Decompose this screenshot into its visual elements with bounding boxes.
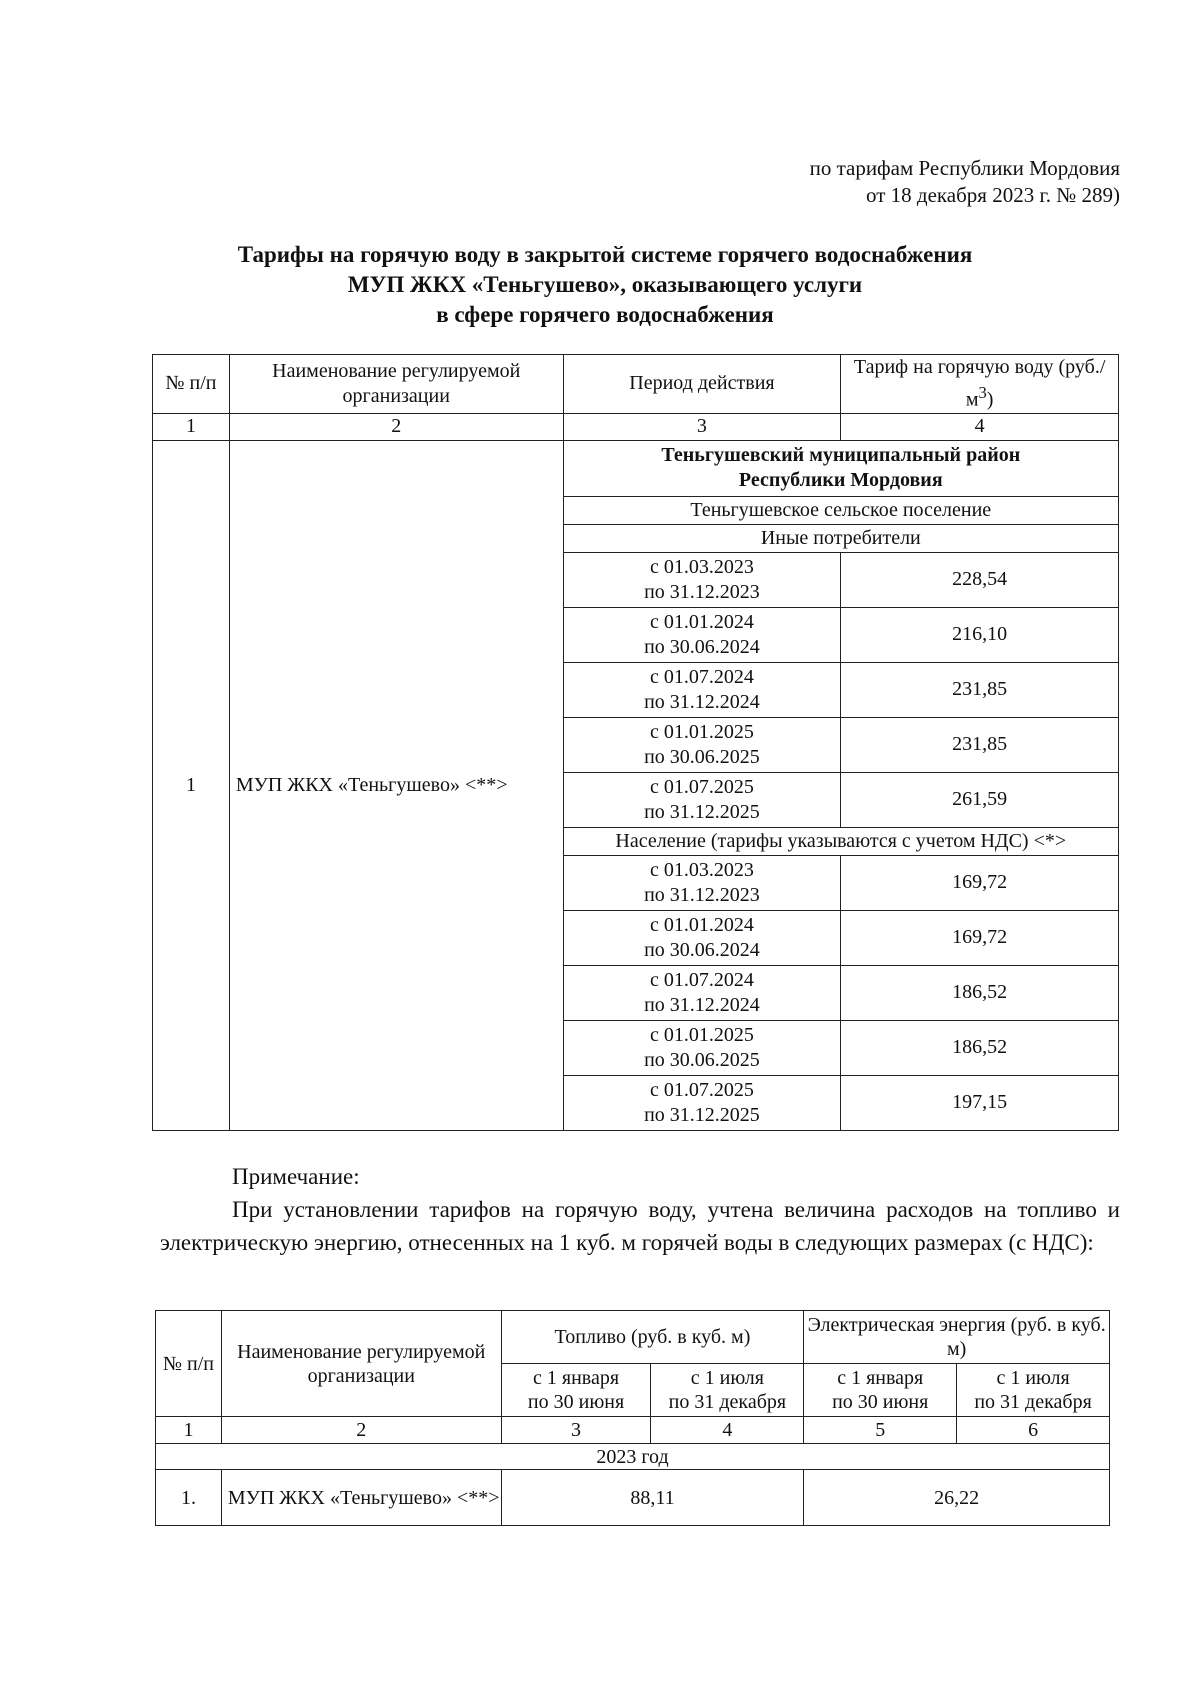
period-cell xyxy=(563,552,841,607)
header-tariff-close: ) xyxy=(986,388,994,411)
document-title xyxy=(150,240,1060,330)
col-number: 2 xyxy=(221,1417,501,1444)
tariff-value: 216,10 xyxy=(841,607,1119,662)
header-num: № п/п xyxy=(153,355,230,414)
tariff-value: 186,52 xyxy=(841,965,1119,1020)
subheader-line: по 31 декабря xyxy=(668,1391,787,1413)
period-to: по 30.06.2025 xyxy=(644,745,760,768)
period-from: с 01.03.2023 xyxy=(649,858,754,881)
note-title: Примечание: xyxy=(232,1164,360,1189)
subheader-line: по 31 декабря xyxy=(974,1391,1092,1413)
period-to: по 31.12.2023 xyxy=(644,580,760,603)
period-to: по 31.12.2023 xyxy=(644,883,760,906)
period-to: по 31.12.2024 xyxy=(644,993,760,1016)
header-org: Наименование регулируемой организации xyxy=(229,355,563,414)
row-number: 1. xyxy=(156,1470,222,1526)
period-cell xyxy=(563,855,841,910)
org-name: МУП ЖКХ «Теньгушево» <**> xyxy=(221,1470,501,1526)
district-row xyxy=(153,440,1119,496)
subheader-first-half xyxy=(804,1364,957,1417)
group-label-population: Население (тарифы указываются с учетом НДС) <*> xyxy=(563,827,1118,855)
tariff-value: 169,72 xyxy=(841,855,1119,910)
header-note-line1: по тарифам Республики Мордовия xyxy=(809,156,1120,180)
header-energy: Электрическая энергия (руб. в куб. м) xyxy=(804,1311,1110,1364)
period-cell xyxy=(563,607,841,662)
header-num: № п/п xyxy=(156,1311,222,1417)
period-from: с 01.01.2024 xyxy=(649,913,754,936)
subheader-line: с 1 июля xyxy=(690,1367,764,1389)
subheader-line: с 1 июля xyxy=(996,1367,1070,1389)
header-note xyxy=(520,155,1120,209)
tariff-value: 231,85 xyxy=(841,662,1119,717)
district-name xyxy=(563,440,1118,496)
period-cell xyxy=(563,717,841,772)
period-cell xyxy=(563,772,841,827)
row-number: 1 xyxy=(153,440,230,1130)
period-from: с 01.07.2024 xyxy=(649,665,754,688)
subheader-line: по 30 июня xyxy=(832,1391,929,1413)
period-to: по 31.12.2025 xyxy=(644,1103,760,1126)
period-from: с 01.01.2025 xyxy=(649,1023,754,1046)
column-number-row xyxy=(156,1417,1110,1444)
title-line3: в сфере горячего водоснабжения xyxy=(436,302,774,327)
title-line1: Тарифы на горячую воду в закрытой системе горячего водоснабжения xyxy=(237,242,973,267)
header-period: Период действия xyxy=(563,355,841,414)
col-number: 1 xyxy=(156,1417,222,1444)
district-line2: Республики Мордовия xyxy=(738,469,943,492)
year-row xyxy=(156,1444,1110,1470)
period-cell xyxy=(563,965,841,1020)
header-org: Наименование регулируемой организации xyxy=(221,1311,501,1417)
header-fuel: Топливо (руб. в куб. м) xyxy=(501,1311,804,1364)
header-tariff-sup: 3 xyxy=(978,383,987,402)
period-from: с 01.03.2023 xyxy=(649,555,754,578)
period-to: по 30.06.2024 xyxy=(644,635,760,658)
period-from: с 01.01.2025 xyxy=(649,720,754,743)
header-note-line2: от 18 декабря 2023 г. № 289) xyxy=(866,183,1120,207)
period-to: по 31.12.2024 xyxy=(644,690,760,713)
table-header-row xyxy=(153,355,1119,414)
note-text: При установлении тарифов на горячую воду, учтена величина расходов на топливо и электрическую энергию, отнесенных на 1 куб. м горячей воды в следующих размерах (с НДС): xyxy=(160,1197,1120,1255)
col-number: 1 xyxy=(153,413,230,440)
period-cell xyxy=(563,1075,841,1130)
table-row xyxy=(156,1470,1110,1526)
period-from: с 01.07.2025 xyxy=(649,1078,754,1101)
group-label-other: Иные потребители xyxy=(563,524,1118,552)
subheader-second-half xyxy=(651,1364,804,1417)
col-number: 5 xyxy=(804,1417,957,1444)
period-from: с 01.07.2025 xyxy=(649,775,754,798)
col-number: 3 xyxy=(501,1417,651,1444)
title-line2: МУП ЖКХ «Теньгушево», оказывающего услуги xyxy=(347,272,863,297)
period-to: по 30.06.2025 xyxy=(644,1048,760,1071)
period-cell xyxy=(563,910,841,965)
tariff-value: 186,52 xyxy=(841,1020,1119,1075)
col-number: 6 xyxy=(957,1417,1110,1444)
table-header-row xyxy=(156,1311,1110,1364)
col-number: 2 xyxy=(229,413,563,440)
tariff-value: 231,85 xyxy=(841,717,1119,772)
period-cell xyxy=(563,662,841,717)
settlement-name: Теньгушевское сельское поселение xyxy=(563,496,1118,524)
period-to: по 31.12.2025 xyxy=(644,800,760,823)
header-tariff-text: Тариф на горячую воду (руб./м xyxy=(853,356,1106,411)
period-from: с 01.01.2024 xyxy=(649,610,754,633)
energy-value: 26,22 xyxy=(804,1470,1110,1526)
year-label: 2023 год xyxy=(156,1444,1110,1470)
subheader-line: с 1 января xyxy=(837,1367,924,1389)
col-number: 4 xyxy=(841,413,1119,440)
district-line1: Теньгушевский муниципальный район xyxy=(661,444,1021,467)
subheader-line: с 1 января xyxy=(533,1367,620,1389)
org-name: МУП ЖКХ «Теньгушево» <**> xyxy=(229,440,563,1130)
tariff-value: 169,72 xyxy=(841,910,1119,965)
fuel-value: 88,11 xyxy=(501,1470,804,1526)
subheader-second-half xyxy=(957,1364,1110,1417)
subheader-line: по 30 июня xyxy=(527,1391,625,1413)
expenses-table xyxy=(155,1310,1110,1526)
header-tariff xyxy=(841,355,1119,414)
tariff-value: 261,59 xyxy=(841,772,1119,827)
period-from: с 01.07.2024 xyxy=(649,968,754,991)
tariff-table xyxy=(152,354,1119,1131)
tariff-value: 197,15 xyxy=(841,1075,1119,1130)
col-number: 4 xyxy=(651,1417,804,1444)
tariff-value: 228,54 xyxy=(841,552,1119,607)
col-number: 3 xyxy=(563,413,841,440)
period-to: по 30.06.2024 xyxy=(644,938,760,961)
period-cell xyxy=(563,1020,841,1075)
column-number-row xyxy=(153,413,1119,440)
subheader-first-half xyxy=(501,1364,651,1417)
